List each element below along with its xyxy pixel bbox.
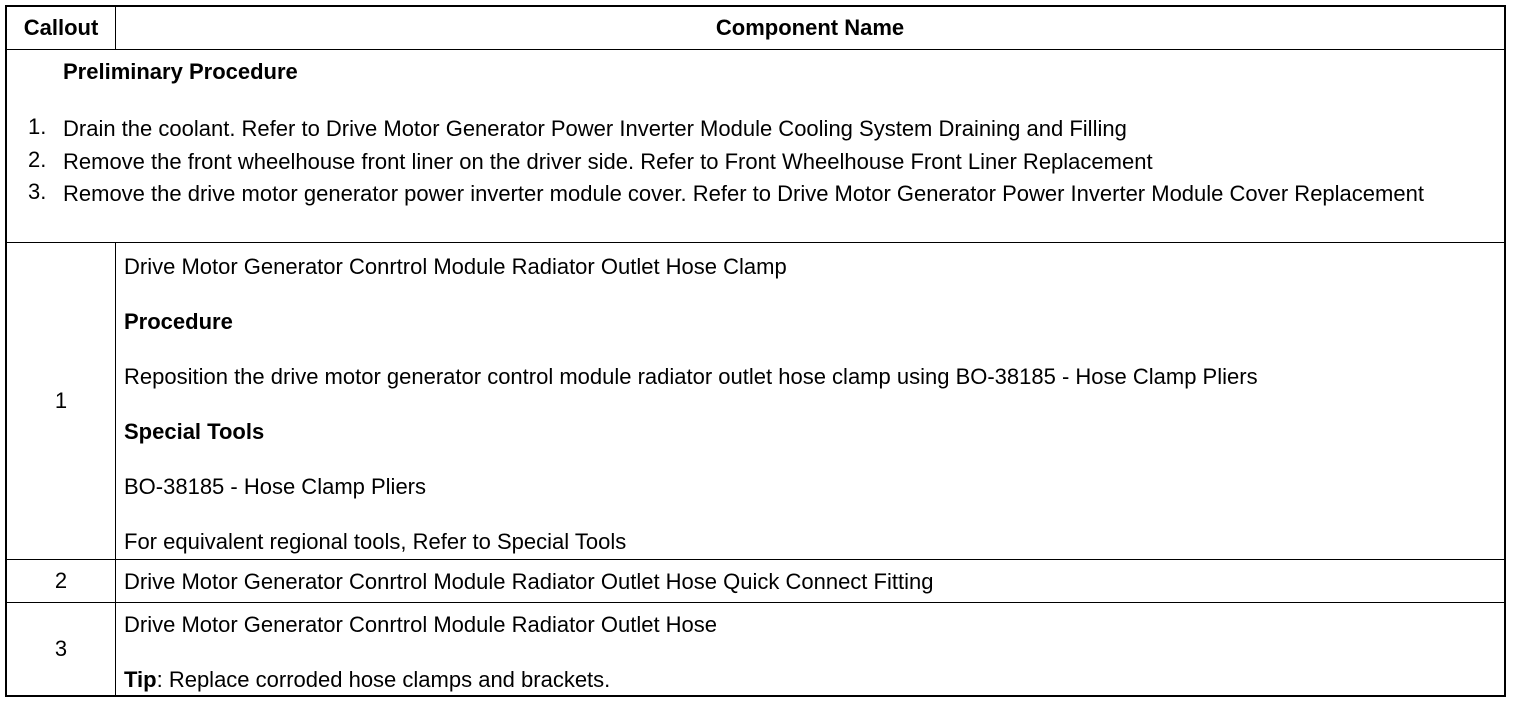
- preliminary-procedure-title: Preliminary Procedure: [63, 59, 298, 84]
- step-text: Remove the drive motor generator power inverter module cover. Refer to Drive Motor Generator Power Inverter Module Cover Replacement: [63, 181, 1424, 206]
- component-table: [5, 5, 1506, 697]
- step-text: Drain the coolant. Refer to Drive Motor Generator Power Inverter Module Cooling System Draining and Filling: [63, 116, 1127, 141]
- special-tool-item: BO-38185 - Hose Clamp Pliers: [124, 474, 427, 499]
- step-text: Remove the front wheelhouse front liner on the driver side. Refer to Front Wheelhouse Front Liner Replacement: [63, 149, 1153, 174]
- step-number: 2.: [28, 147, 47, 172]
- step-number: 1.: [28, 114, 47, 139]
- preliminary-procedure-row: [7, 50, 1504, 243]
- component-name: Drive Motor Generator Conrtrol Module Radiator Outlet Hose Clamp: [124, 254, 787, 279]
- component-name: Drive Motor Generator Conrtrol Module Radiator Outlet Hose: [124, 612, 718, 637]
- tip-text: : Replace corroded hose clamps and brackets.: [156, 667, 611, 692]
- component-cell: [116, 560, 1504, 602]
- table-row: [7, 603, 1504, 695]
- step-number: 3.: [28, 179, 47, 204]
- tip-label: Tip: [124, 667, 157, 692]
- table-header-row: [7, 7, 1504, 50]
- callout-number: 2: [7, 560, 116, 602]
- equivalent-tools-note: For equivalent regional tools, Refer to Special Tools: [124, 529, 627, 554]
- table-row: [7, 560, 1504, 603]
- component-cell: [116, 243, 1504, 559]
- special-tools-label: Special Tools: [124, 419, 265, 444]
- component-name: Drive Motor Generator Conrtrol Module Radiator Outlet Hose Quick Connect Fitting: [124, 569, 934, 594]
- preliminary-procedure: [7, 50, 1504, 242]
- header-callout: Callout: [7, 7, 116, 49]
- header-component-name: Component Name: [715, 15, 905, 40]
- table-row: [7, 243, 1504, 560]
- component-cell: [116, 603, 1504, 695]
- procedure-text: Reposition the drive motor generator control module radiator outlet hose clamp using BO-38185 - Hose Clamp Pliers: [124, 364, 1258, 389]
- callout-number: 3: [7, 603, 116, 695]
- callout-number: 1: [7, 243, 116, 559]
- tip: [124, 667, 610, 693]
- procedure-label: Procedure: [124, 309, 233, 334]
